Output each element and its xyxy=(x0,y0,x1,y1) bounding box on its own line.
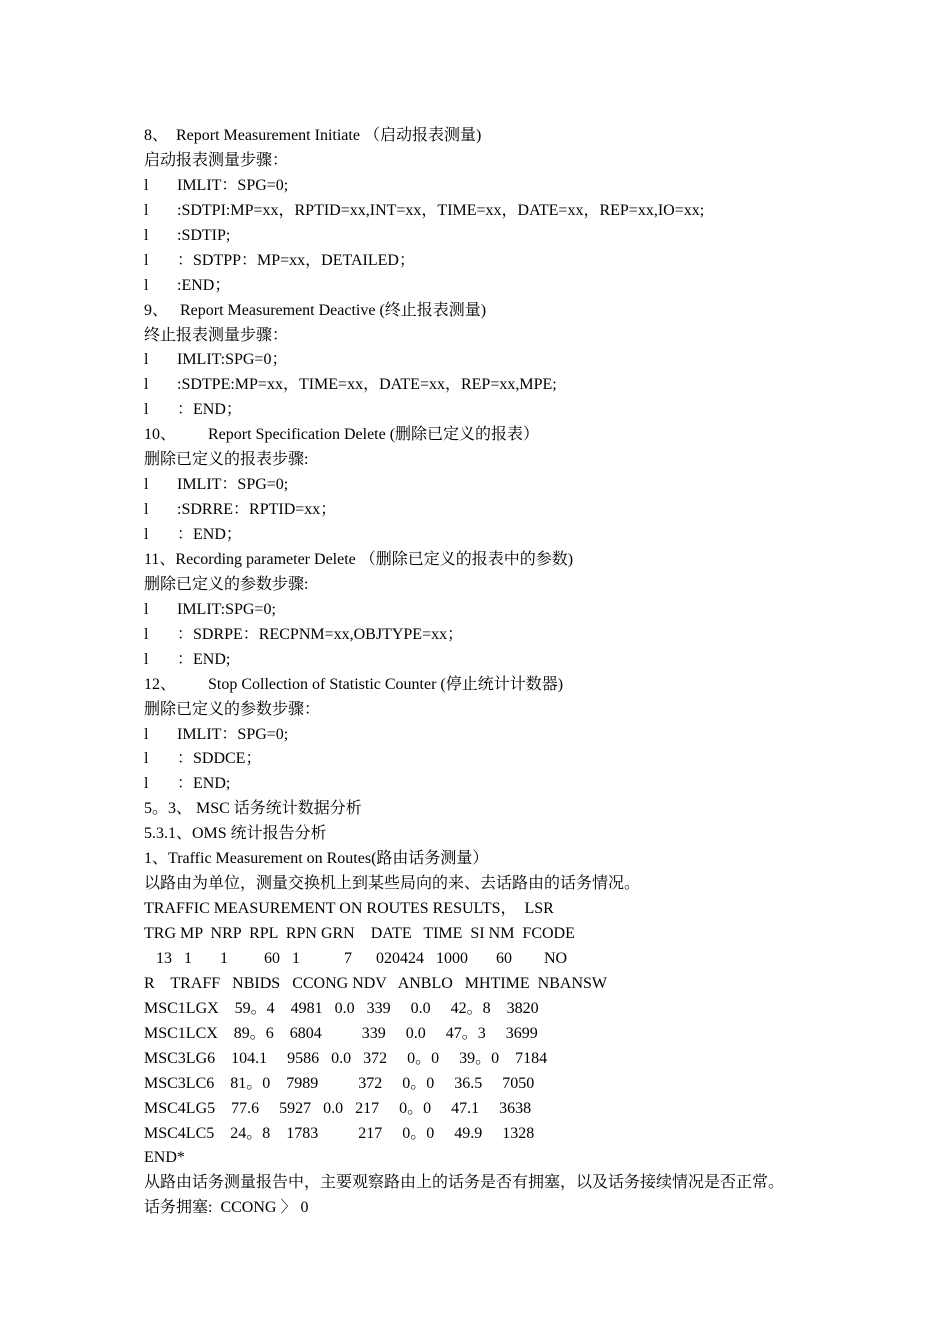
section-heading: 12、 Stop Collection of Statistic Counter (停止统计计数器) xyxy=(144,675,564,693)
list-item-text: IMLIT：SPG=0; xyxy=(177,476,289,494)
list-item-text: IMLIT:SPG=0; xyxy=(177,600,276,618)
text-line: MSC3LC6 81。0 7989 372 0。0 36.5 7050 xyxy=(144,1074,535,1092)
list-item xyxy=(144,623,844,648)
section-heading: 1、Traffic Measurement on Routes(路由话务测量） xyxy=(144,850,489,868)
text-line: 终止报表测量步骤： xyxy=(144,326,289,344)
document-body xyxy=(144,124,844,1221)
list-item-text: :SDTPI:MP=xx，RPTID=xx,INT=xx，TIME=xx，DATE=xx，REP=xx,IO=xx; xyxy=(177,201,705,219)
bullet-marker: l xyxy=(144,226,149,244)
text-line: MSC1LGX 59。4 4981 0.0 339 0.0 42。8 3820 xyxy=(144,999,539,1017)
bullet-marker: l xyxy=(144,176,149,194)
list-item xyxy=(144,274,844,299)
bullet-marker: l xyxy=(144,650,149,668)
list-item-text: ：SDTPP：MP=xx，DETAILED； xyxy=(177,251,415,269)
bullet-marker: l xyxy=(144,775,149,793)
bullet-marker: l xyxy=(144,201,149,219)
text-line: MSC4LG5 77.6 5927 0.0 217 0。0 47.1 3638 xyxy=(144,1099,532,1117)
list-item xyxy=(144,772,844,797)
bullet-marker: l xyxy=(144,501,149,519)
text-line: TRG MP NRP RPL RPN GRN DATE TIME SI NM FCODE xyxy=(144,925,575,942)
text-line: 话务拥塞: CCONG 〉 0 xyxy=(144,1199,309,1217)
text-line: 以路由为单位，测量交换机上到某些局向的来、去话路由的话务情况。 xyxy=(144,875,641,893)
bullet-marker: l xyxy=(144,725,149,743)
section-heading: 11、Recording parameter Delete （删除已定义的报表中的参数) xyxy=(144,550,574,568)
list-item xyxy=(144,648,844,673)
list-item xyxy=(144,398,844,423)
list-item-text: :SDRRE：RPTID=xx； xyxy=(177,501,337,519)
list-item xyxy=(144,249,844,274)
list-item-text: IMLIT：SPG=0; xyxy=(177,176,289,194)
bullet-marker: l xyxy=(144,600,149,618)
text-line: 删除已定义的参数步骤： xyxy=(144,700,321,718)
list-item xyxy=(144,373,844,398)
bullet-marker: l xyxy=(144,625,149,643)
bullet-marker: l xyxy=(144,376,149,394)
bullet-marker: l xyxy=(144,276,149,294)
text-line: END* xyxy=(144,1149,185,1167)
bullet-marker: l xyxy=(144,351,149,369)
text-line: MSC4LC5 24。8 1783 217 0。0 49.9 1328 xyxy=(144,1124,535,1142)
list-item xyxy=(144,523,844,548)
list-item xyxy=(144,598,844,623)
bullet-marker: l xyxy=(144,401,149,419)
list-item xyxy=(144,174,844,199)
list-item-text: :SDTPE:MP=xx，TIME=xx，DATE=xx，REP=xx,MPE; xyxy=(177,376,557,394)
list-item xyxy=(144,199,844,224)
list-item xyxy=(144,723,844,748)
bullet-marker: l xyxy=(144,476,149,494)
bullet-marker: l xyxy=(144,750,149,768)
list-item xyxy=(144,473,844,498)
list-item-text: ：END; xyxy=(177,775,231,793)
bullet-marker: l xyxy=(144,526,149,543)
section-heading: 5.3.1、OMS 统计报告分析 xyxy=(144,825,327,843)
list-item-text: IMLIT：SPG=0; xyxy=(177,725,289,743)
text-line: 删除已定义的报表步骤: xyxy=(144,451,309,469)
list-item xyxy=(144,224,844,249)
list-item-text: :END； xyxy=(177,276,231,294)
bullet-marker: l xyxy=(144,251,149,269)
text-line: TRAFFIC MEASUREMENT ON ROUTES RESULTS， LSR xyxy=(144,900,554,918)
list-item xyxy=(144,498,844,523)
section-heading: 5。3、 MSC 话务统计数据分析 xyxy=(144,800,362,818)
section-heading: 9、 Report Measurement Deactive (终止报表测量) xyxy=(144,301,487,319)
text-line: 从路由话务测量报告中，主要观察路由上的话务是否有拥塞，以及话务接续情况是否正常。 xyxy=(144,1174,785,1192)
list-item-text: IMLIT:SPG=0； xyxy=(177,351,288,369)
list-item-text: ：SDRPE：RECPNM=xx,OBJTYPE=xx； xyxy=(177,625,464,643)
list-item xyxy=(144,348,844,373)
text-line: MSC1LCX 89。6 6804 339 0.0 47。3 3699 xyxy=(144,1024,538,1042)
list-item-text: ：END； xyxy=(177,526,242,543)
list-item-text: ：END; xyxy=(177,650,231,668)
list-item xyxy=(144,747,844,772)
text-line: 启动报表测量步骤： xyxy=(144,151,289,169)
text-line: MSC3LG6 104.1 9586 0.0 372 0。0 39。0 7184 xyxy=(144,1049,548,1067)
list-item-text: ：SDDCE； xyxy=(177,750,262,768)
text-line: 13 1 1 60 1 7 020424 1000 60 NO xyxy=(144,949,568,967)
section-heading: 8、 Report Measurement Initiate （启动报表测量) xyxy=(144,127,482,144)
text-line: R TRAFF NBIDS CCONG NDV ANBLO MHTIME NBANSW xyxy=(144,974,608,992)
text-line: 删除已定义的参数步骤: xyxy=(144,575,309,593)
list-item-text: ：END； xyxy=(177,401,242,419)
list-item-text: :SDTIP; xyxy=(177,226,231,244)
section-heading: 10、 Report Specification Delete (删除已定义的报表） xyxy=(144,426,540,444)
